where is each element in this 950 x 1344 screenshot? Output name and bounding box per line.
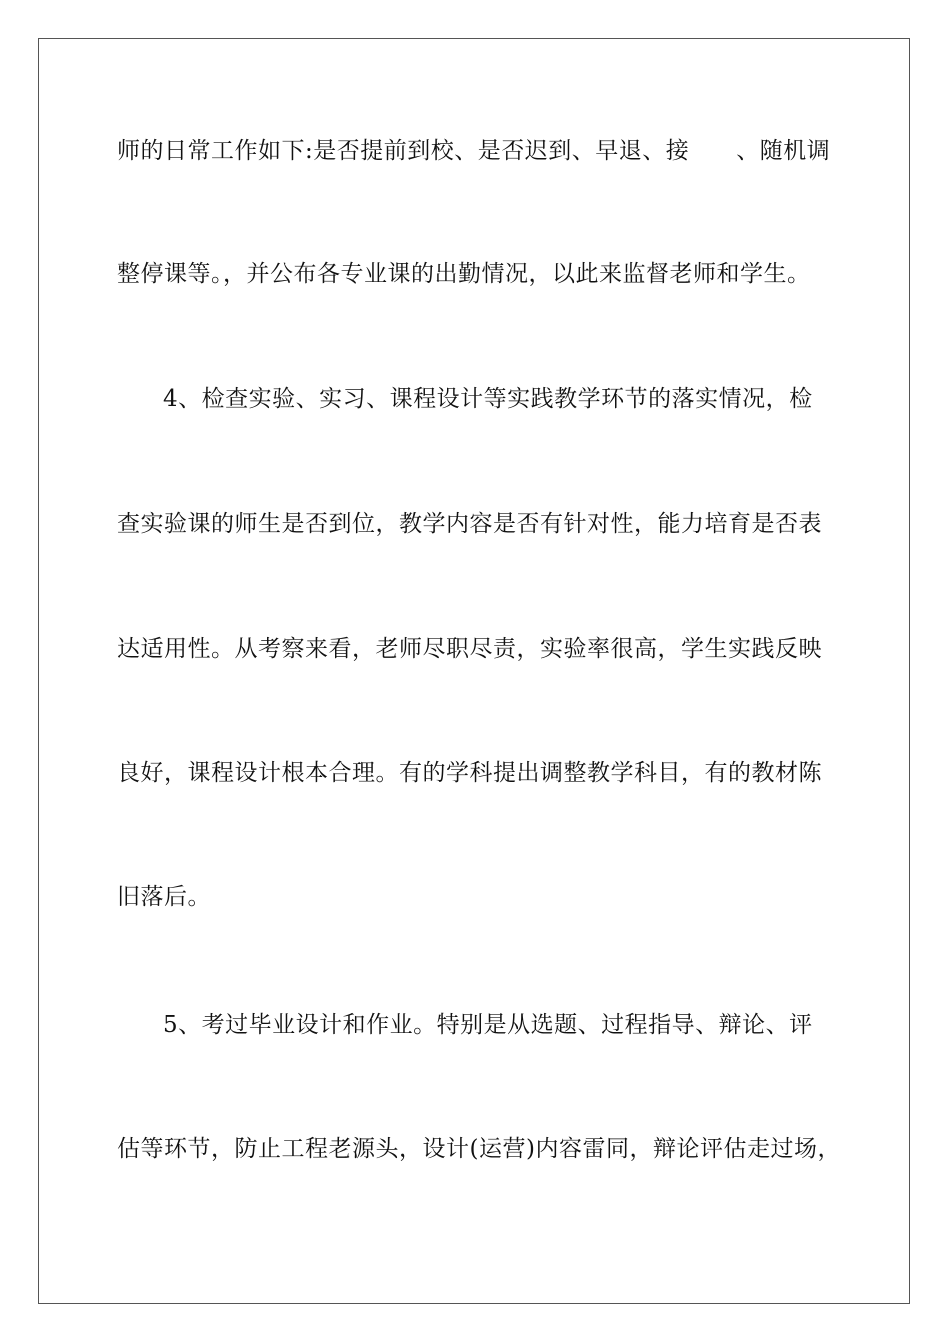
paragraph-start-line: 4、检查实验、实习、课程设计等实践教学环节的落实情况，检 <box>163 386 813 412</box>
text-line: 师的日常工作如下:是否提前到校、是否迟到、早退、接 、随机调 <box>117 138 831 164</box>
text-line: 良好，课程设计根本合理。有的学科提出调整教学科目，有的教材陈 <box>117 760 822 786</box>
text-line: 旧落后。 <box>117 884 211 910</box>
text-line: 整停课等。，并公布各专业课的出勤情况，以此来监督老师和学生。 <box>117 261 811 287</box>
text-line: 查实验课的师生是否到位，教学内容是否有针对性，能力培育是否表 <box>117 511 822 537</box>
text-line: 估等环节，防止工程老源头，设计(运营)内容雷同，辩论评估走过场， <box>117 1136 841 1162</box>
text-line: 达适用性。从考察来看，老师尽职尽责，实验率很高，学生实践反映 <box>117 636 822 662</box>
page-border <box>38 38 910 1304</box>
paragraph-start-line: 5、考过毕业设计和作业。特别是从选题、过程指导、辩论、评 <box>163 1012 813 1038</box>
